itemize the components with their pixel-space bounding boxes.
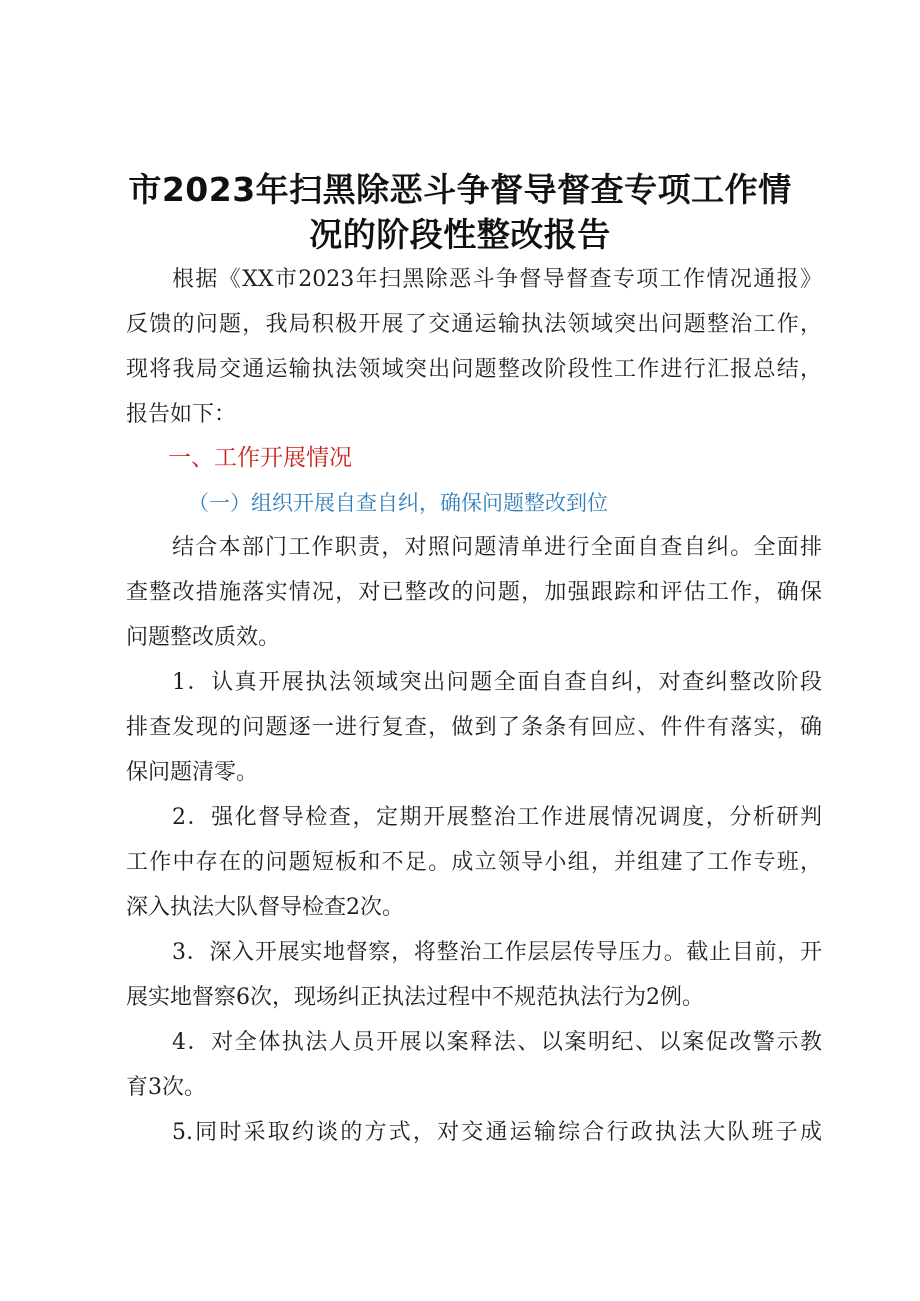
- subsection-heading-1: （一）组织开展自查自纠，确保问题整改到位: [188, 491, 608, 515]
- list-item-2-line: 2．强化督导检查，定期开展整治工作进展情况调度，分析研判: [172, 805, 822, 830]
- list-item-3-line: 3．深入开展实地督察，将整治工作层层传导压力。截止目前，开: [172, 940, 822, 965]
- list-item-4-line: 育3次。: [126, 1075, 206, 1100]
- list-item-2-line: 工作中存在的问题短板和不足。成立领导小组，并组建了工作专班，: [126, 850, 822, 875]
- intro-line-2: 反馈的问题，我局积极开展了交通运输执法领域突出问题整治工作，: [126, 312, 822, 337]
- intro-line-3: 现将我局交通运输执法领域突出问题整改阶段性工作进行汇报总结，: [126, 357, 822, 382]
- paragraph-line: 问题整改质效。: [126, 625, 281, 650]
- intro-line-1: 根据《XX市2023年扫黑除恶斗争督导督查专项工作情况通报》: [172, 267, 822, 292]
- document-title-line-1: 市2023年扫黑除恶斗争督导督查专项工作情: [128, 170, 792, 209]
- paragraph-line: 结合本部门工作职责，对照问题清单进行全面自查自纠。全面排: [172, 535, 822, 560]
- list-item-1-line: 1．认真开展执法领域突出问题全面自查自纠，对查纠整改阶段: [172, 670, 822, 695]
- section-heading-1: 一、工作开展情况: [168, 445, 352, 471]
- list-item-3-line: 展实地督察6次，现场纠正执法过程中不规范执法行为2例。: [126, 985, 704, 1010]
- paragraph-line: 查整改措施落实情况，对已整改的问题，加强跟踪和评估工作，确保: [126, 580, 822, 605]
- list-item-1-line: 保问题清零。: [126, 760, 259, 785]
- list-item-2-line: 深入执法大队督导检查2次。: [126, 895, 404, 920]
- list-item-5-line: 5.同时采取约谈的方式，对交通运输综合行政执法大队班子成: [172, 1120, 822, 1145]
- list-item-1-line: 排查发现的问题逐一进行复查，做到了条条有回应、件件有落实，确: [126, 715, 822, 740]
- document-title-line-2: 况的阶段性整改报告: [309, 215, 611, 254]
- intro-line-4: 报告如下：: [126, 402, 237, 427]
- list-item-4-line: 4．对全体执法人员开展以案释法、以案明纪、以案促改警示教: [172, 1030, 822, 1055]
